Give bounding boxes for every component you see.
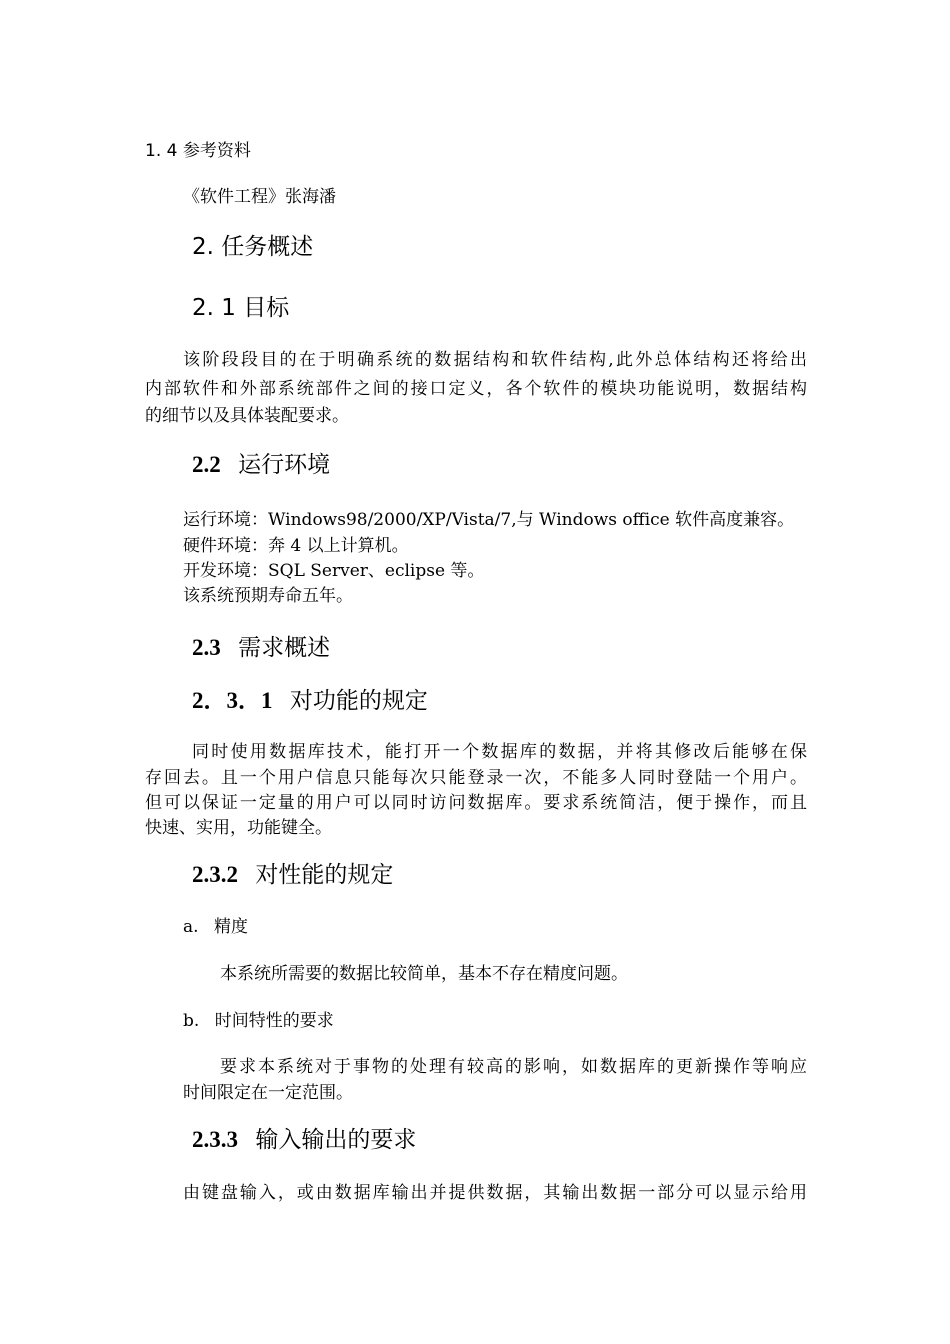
func-line-1: 同时使用数据库技术，能打开一个数据库的数据，并将其修改后能够在保: [192, 742, 807, 762]
item-a: [183, 919, 248, 936]
heading-2-1: 2. 1 目标: [192, 295, 290, 321]
item-b-label: b.: [183, 1011, 200, 1031]
item-a-text: 本系统所需要的数据比较简单，基本不存在精度问题。: [220, 964, 628, 984]
heading-2-3-3-title: 输入输出的要求: [255, 1127, 417, 1153]
func-line-4: 快速、实用，功能键全。: [145, 818, 332, 838]
heading-2-3-3-number: 2.3.3: [192, 1127, 238, 1152]
heading-2-3-2-title: 对性能的规定: [255, 862, 394, 888]
env-line-1: 运行环境：Windows98/2000/XP/Vista/7,与 Windows office 软件高度兼容。: [183, 510, 795, 530]
heading-2-3-number: 2.3: [192, 635, 221, 660]
item-a-label: a.: [183, 917, 199, 937]
heading-2-3-title: 需求概述: [238, 635, 331, 661]
item-b-title: 时间特性的要求: [214, 1011, 334, 1031]
heading-2-3-1-title: 对功能的规定: [289, 688, 428, 714]
heading-2-3-1: [192, 689, 428, 713]
heading-2: 2. 任务概述: [192, 234, 314, 260]
reference-entry: 《软件工程》张海潘: [183, 187, 336, 207]
heading-2-3-2-number: 2.3.2: [192, 862, 238, 887]
heading-2-2: [192, 453, 330, 477]
env-line-3: 开发环境：SQL Server、eclipse 等。: [183, 561, 485, 581]
heading-2-2-title: 运行环境: [238, 452, 331, 478]
env-line-4: 该系统预期寿命五年。: [183, 586, 353, 606]
heading-2-3-2: [192, 863, 393, 887]
item-b: [183, 1013, 334, 1030]
heading-1-4: 1. 4 参考资料: [145, 141, 251, 161]
env-line-2: 硬件环境：奔 4 以上计算机。: [183, 536, 409, 556]
heading-2-2-number: 2.2: [192, 452, 221, 477]
io-paragraph-line-1: 由键盘输入，或由数据库输出并提供数据，其输出数据一部分可以显示给用: [183, 1183, 807, 1203]
goal-line-3: 的细节以及具体装配要求。: [145, 406, 349, 426]
item-b-line-1: 要求本系统对于事物的处理有较高的影响，如数据库的更新操作等响应: [220, 1057, 807, 1077]
goal-line-1: 该阶段段目的在于明确系统的数据结构和软件结构,此外总体结构还将给出: [183, 350, 807, 370]
goal-line-2: 内部软件和外部系统部件之间的接口定义，各个软件的模块功能说明，数据结构: [145, 379, 807, 399]
item-a-title: 精度: [213, 917, 248, 937]
func-line-2: 存回去。且一个用户信息只能每次只能登录一次，不能多人同时登陆一个用户。: [145, 768, 807, 788]
heading-2-3-1-number: 2．3．1: [192, 688, 273, 713]
heading-2-3-3: [192, 1128, 416, 1152]
heading-2-3: [192, 636, 330, 660]
func-line-3: 但可以保证一定量的用户可以同时访问数据库。要求系统简洁，便于操作，而且: [145, 793, 807, 813]
item-b-line-2: 时间限定在一定范围。: [183, 1083, 353, 1103]
